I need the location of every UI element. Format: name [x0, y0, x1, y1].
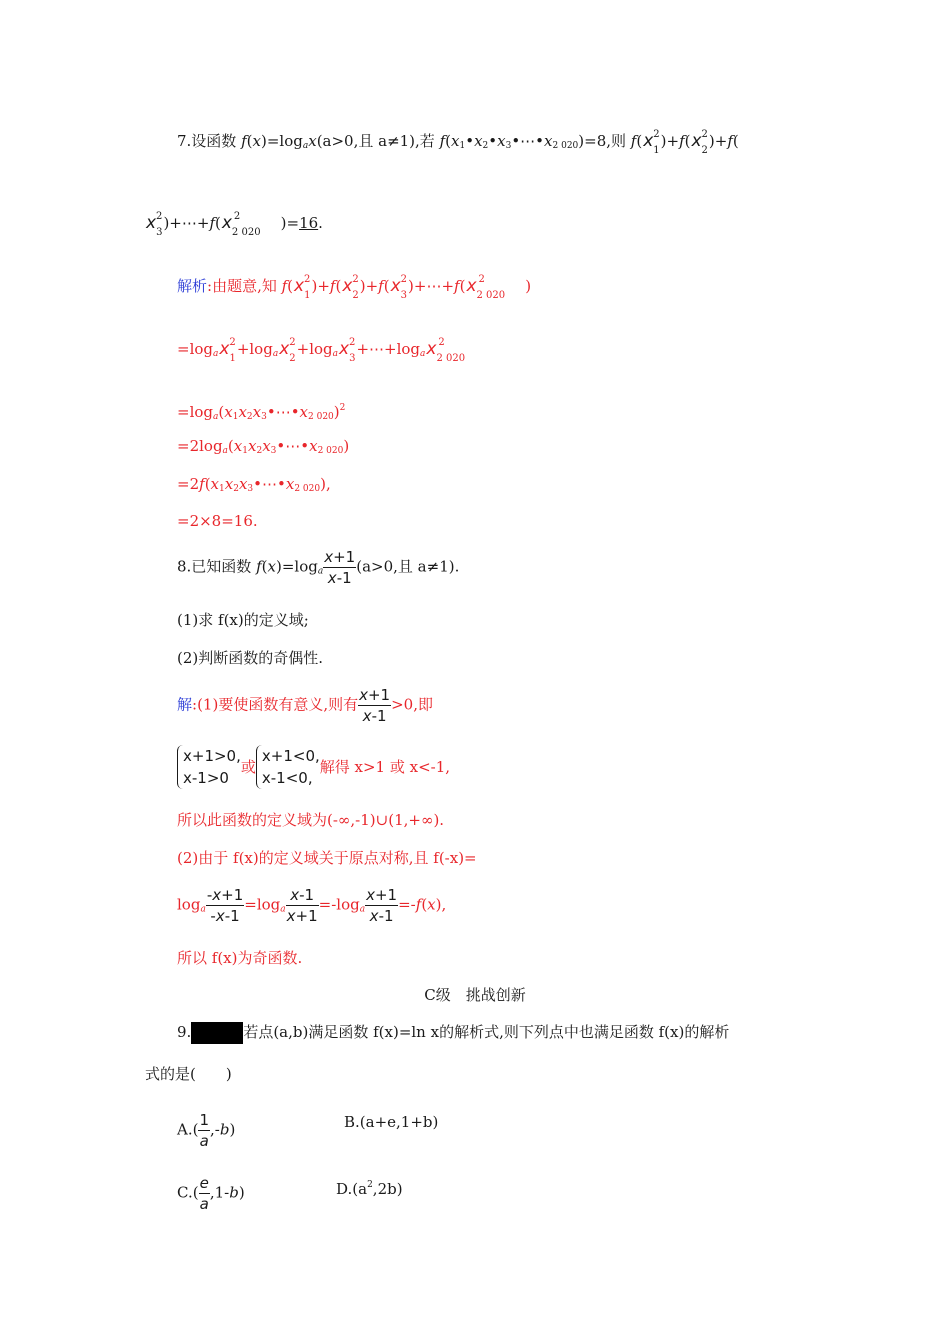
option-a[interactable]: A.( $\frac{1}{a}$ ,-b) — [177, 1111, 236, 1150]
q8-odd-derivation: $\log_a$ $\frac{-x+1}{-x-1}$ $=\log_a$ $\frac{x-1}{x+1}$ $=-\log_a$ $\frac{x+1}{x-1}$ =-f(x), — [177, 886, 447, 925]
fraction: $\frac{x+1}{x-1}$ — [324, 548, 356, 587]
q8-part2: (2)判断函数的奇偶性. — [177, 649, 324, 667]
fraction: $\frac{x+1}{x-1}$ — [359, 686, 391, 725]
q8-system: x+1>0, x-1>0 或 x+1<0, x-1<0, 解得 x>1 或 x<-1, — [177, 745, 450, 789]
q7-step-3: $=2\log_a(x_1x_2x_3•\cdots•x_{2 020})$ — [177, 437, 350, 456]
section-title: C级 挑战创新 — [424, 986, 526, 1004]
q7-stem-line2: $x_3$ 2 )$+\cdots+f(x_{2 020}$ 2 )=16. — [146, 211, 323, 238]
q8-domain: 所以此函数的定义域为(-∞,-1)∪(1,+∞). — [177, 811, 445, 829]
q7-answer: 16 — [299, 214, 319, 232]
q7-step-4: $=2f(x_1x_2x_3•\cdots•x_{2 020})$, — [177, 475, 331, 494]
q7-step-1: $=\log_ax_1$ 2 $+\log_ax_2$ 2 $+\log_ax_3$ 2 $+\cdots+\log_ax_{2 020}$ 2 — [177, 337, 466, 364]
option-c[interactable]: C.( $\frac{e}{a}$ ,1-b) — [177, 1174, 245, 1213]
q7-step-2: $=\log_a(x_1x_2x_3•\cdots•x_{2 020})^2$ — [177, 403, 346, 422]
solution-label: 解 — [177, 695, 193, 714]
inequality-system-2: x+1<0, x-1<0, — [256, 745, 320, 789]
q7-step-5: =2×8=16. — [177, 512, 258, 530]
q8-solution-1: 解:(1)要使函数有意义,则有 $\frac{x+1}{x-1}$ >0,即 — [177, 686, 433, 725]
analysis-label: 解析 — [177, 277, 208, 295]
redacted-block — [191, 1022, 243, 1044]
q9-stem-line2: 式的是( ) — [145, 1065, 232, 1083]
q9-stem: 9. 若点(a,b)满足函数 f(x)=ln x的解析式,则下列点中也满足函数 f(x)的解析 — [177, 1022, 729, 1044]
q8-part1: (1)求 f(x)的定义域; — [177, 611, 309, 629]
q8-part2-solution: (2)由于 f(x)的定义域关于原点对称,且 f(-x)= — [177, 849, 477, 867]
q7-analysis: 解析:由题意,知 $f(x_1$ 2 )$+f(x_2$ 2 )$+f(x_3$ 2 )$+\cdots+f(x_{2 020}$ 2 ) — [177, 274, 532, 301]
inequality-system-1: x+1>0, x-1>0 — [177, 745, 241, 789]
q8-stem: 8.已知函数 $f(x)=\log_a$ $\frac{x+1}{x-1}$ (a>0,且 a≠1). — [177, 548, 460, 587]
q7-stem: 7.设函数 $f(x)=\log_ax(a>0$,且 a≠1),若 $f(x_1•x_2•x_3•\cdots•x_{2 020})=8$,则 $f(x_1$ 2 )$+f(x_2$ 2 )+f( — [177, 129, 739, 156]
option-b[interactable]: B.(a+e,1+b) — [344, 1113, 439, 1131]
option-d[interactable]: $D.(a^2,2b)$ — [336, 1180, 403, 1198]
q8-conclusion: 所以 f(x)为奇函数. — [177, 949, 303, 967]
